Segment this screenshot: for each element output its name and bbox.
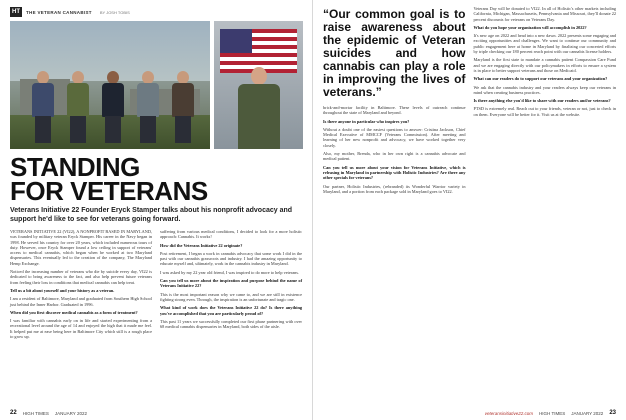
issue-date: JANUARY 2022 <box>54 410 87 416</box>
question: What can our readers do to support our veterans and your organization? <box>473 76 608 82</box>
left-col-2 <box>160 229 302 342</box>
photo-area <box>10 21 302 149</box>
paragraph: Without a doubt one of the easiest questions to answer: Cristina Jackson, Chief Medical Executive of MMCCF (Veterans Commission). After meeting and learning of her new nonprofit and advocacy, we have worked together very closely. <box>323 126 466 148</box>
question: What kind of work does the Veterans Initiative 22 do? Is there anything you've accomplished that you are particularly proud of? <box>160 305 302 316</box>
paragraph: Post retirement, I began a work in cannabis advocacy that some work I did in the past with our cannabis grassroots and industry. I had the amazing opportunity to educate myself and, ultimately, work in the cannabis industry in Maryland. <box>160 250 302 267</box>
question: How did the Veterans Initiative 22 originate? <box>160 242 243 248</box>
right-folio <box>485 410 616 416</box>
paragraph: suffering from various medical conditions, I decided to look for a more holistic approach: Cannabis. It works! <box>160 229 302 240</box>
magazine-name: HIGH TIMES <box>22 410 49 416</box>
paragraph: I am a resident of Baltimore, Maryland and graduated from Southern High School just behind the Inner Harbor. Graduated in 1996. <box>10 296 152 307</box>
article-headline: STANDING FOR VETERANS <box>10 152 208 206</box>
paragraph: Maryland is the first state to mandate a cannabis patient Compassion Care Fund and we are engaging directly with our policymakers in efforts to ensure a system is in place to better support veterans and those on Medicaid. <box>473 57 616 73</box>
left-body-columns <box>10 229 302 342</box>
paragraph: PTSD is extremely real. Reach out to your friends, veteran or not, just to check in on them. Everyone will be better for it. Visit us at the website. <box>473 106 616 117</box>
section-kicker: THE VETERAN CANNABIST <box>26 9 92 15</box>
paragraph: Noticed the increasing number of veterans who die by suicide every day, VI22 is dedicated to bring awareness to the fact, and also help prevent future veterans from feeling their loss in conditions that medical cannabis can help treat. <box>10 269 152 285</box>
left-col-1 <box>10 229 152 342</box>
paragraph: I was asked by my 22 year old friend, I was inspired to do more to help veterans. <box>160 269 300 275</box>
veterans-group-photo <box>10 21 210 149</box>
byline: BY JOSH TOBIS <box>99 9 130 15</box>
paragraph: It's new age on 2022 and head into a new dawn. 2022 presents some engaging and exciting opportunities and challenges. We want to continue our community and public engagement here at home in Maryland by finalizing our concerted efforts by triple checking our 180 percent reach point with our cannabis license holders. <box>473 33 616 55</box>
paragraph: This is the most important reason why we came to, and we are still in existence fighting strong even. Through, the inspiration is an unfortunate and tragic one. <box>160 291 302 302</box>
right-col-1 <box>323 6 466 406</box>
right-page <box>313 0 626 420</box>
right-body-columns <box>323 6 616 406</box>
question: Can you tell us more about your vision for Veterans Initiative, which is releasing in Maryland in partnership with Holistic Industries? Are there any other specials for veterans? <box>323 164 466 181</box>
paragraph: I was familiar with cannabis early on in life and started experimenting from a recreational level around the age of 14 and enjoyed the high that it made me feel. It helped put me at ease being here in Baltimore City which still is a rough place to grow up. <box>10 318 152 340</box>
question: Tell us a bit about yourself and your history as a veteran. <box>10 287 115 293</box>
article-deck: Veterans Initiative 22 Founder Eryck Stamper talks about his nonprofit advocacy and support he'd like to see for veterans going forward. <box>10 207 293 223</box>
question: Is there anyone in particular who inspires you? <box>323 118 410 124</box>
section-header <box>10 6 302 18</box>
question: What do you hope your organization will accomplish in 2022? <box>473 24 587 30</box>
paragraph: VETERANS INITIATIVE 22 (VI22), A NONPROFIT BASED IN MARYLAND, was founded by military veteran Eryck Stamper. His career in the Navy began in 1998. He served his country for over 20 years, which included numerous tours of duty. However, once Eryck Stamper found a low ceiling in support of veterans' access to medical cannabis, which began when he worked at two Maryland dispensaries. This eventually led to the creation of the company, The Maryland Hemp Exchange. <box>10 229 152 266</box>
magazine-name: HIGH TIMES <box>539 410 566 416</box>
paragraph: This past 11 years we successfully completed our first phase partnering with over 68 medical cannabis dispensaries in Maryland, both sides of the aisle. <box>160 318 302 330</box>
paragraph: We ask that the cannabis industry and your readers always keep our veterans in mind when creating business practices. <box>473 84 616 95</box>
issue-date: JANUARY 2022 <box>571 410 604 416</box>
question: Can you tell us more about the inspiration and purpose behind the name of Veterans Initiative 22? <box>160 278 302 289</box>
page-number: 23 <box>609 410 616 416</box>
right-col-2 <box>474 6 617 406</box>
pull-quote: “ Our common goal is to raise awareness about the epidemic of Veteran suicides and how cannabis can play a role in improving the lives of veterans. ” <box>323 8 466 99</box>
paragraph: Also, my mother, Brenda, who in her own right is a cannabis advocate and medical patient. <box>323 151 466 162</box>
founder-portrait-photo <box>214 21 303 149</box>
question: When did you first discover medical cannabis as a form of treatment? <box>10 309 138 315</box>
section-badge: HT <box>12 9 20 15</box>
paragraph: Veterans Day will be donated to VI22. In all of Holistic's other markets including California, Michigan, Massachusetts, Pennsylvania and Missouri, they'll donate 22 percent discounts for veterans on Veterans Day. <box>473 6 616 22</box>
website-link[interactable]: veteransinitiative22.com <box>484 410 534 416</box>
question: Is there anything else you'd like to share with our readers and/or veterans? <box>473 98 611 104</box>
page-number: 22 <box>10 410 17 416</box>
paragraph: Our partner, Holistic Industries, (rebranded) its Wonderful Warrior variety in Maryland, and a portion from each package sold in Maryland goes to VI22. <box>323 183 466 194</box>
left-folio <box>10 410 87 416</box>
paragraph: brick-and-mortar facility in Baltimore. These levels of outreach continue throughout the state of Maryland and beyond. <box>323 105 466 116</box>
